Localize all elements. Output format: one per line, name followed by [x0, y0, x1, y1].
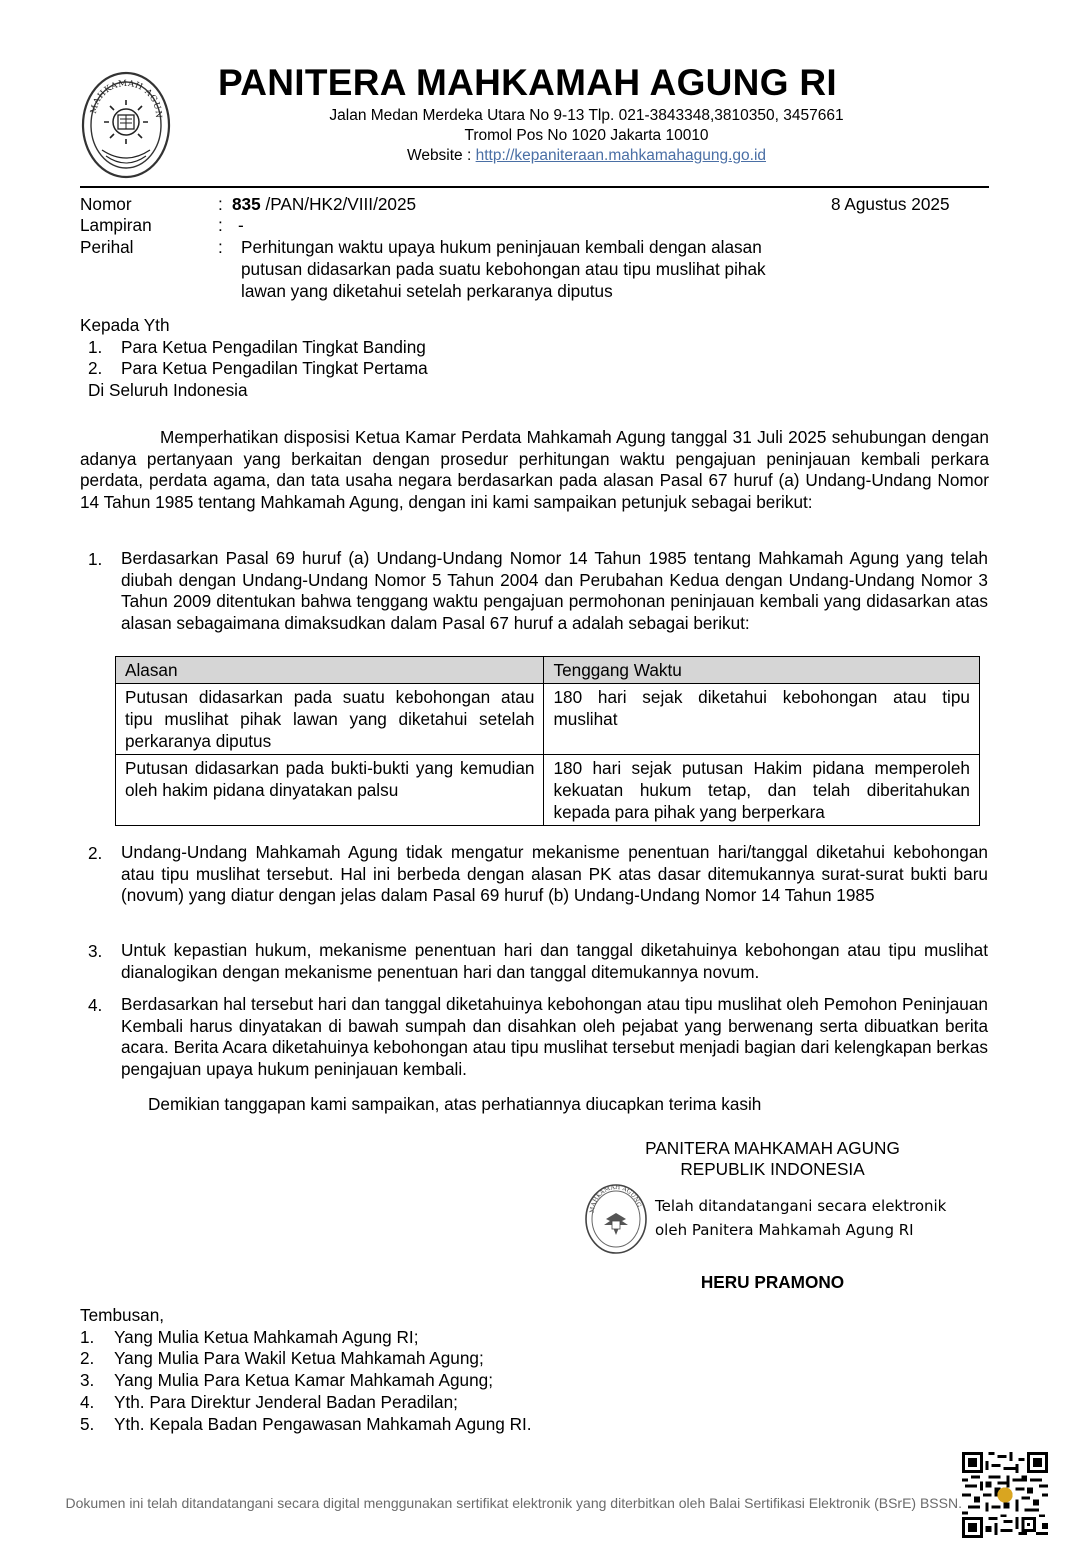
table-header-cell: Tenggang Waktu: [544, 657, 980, 684]
cc-label: Tembusan,: [80, 1305, 165, 1325]
header-divider: [80, 186, 989, 188]
letter-date: 8 Agustus 2025: [831, 194, 950, 214]
nomor-value: [232, 193, 416, 215]
intro-paragraph: Memperhatikan disposisi Ketua Kamar Perdata Mahkamah Agung tanggal 31 Juli 2025 sehubungan dengan adanya pertanyaan yang berkaitan dengan prosedur perhitungan waktu pengajuan peninjauan kembali perkara perdata, perdata agama, dan tata usaha negara berdasarkan pada alasan Pasal 67 huruf (a) Undang-Undang Nomor 14 Tahun 1985 tentang Mahkamah Agung, dengan ini kami sampaikan petunjuk sebagai berikut:: [80, 427, 989, 512]
perihal-line: lawan yang diketahui setelah perkaranya diputus: [241, 281, 613, 301]
table-cell: 180 hari sejak putusan Hakim pidana memperoleh kekuatan hukum tetap, dan telah diberitahukan kepada para pihak yang berperkara: [544, 755, 980, 826]
point-number: 1.: [88, 549, 103, 569]
cc-num: 5.: [80, 1414, 95, 1434]
address-line: Jalan Medan Merdeka Utara No 9-13 Tlp. 021-3843348,3810350, 3457661: [329, 107, 844, 124]
garuda-seal-icon: [584, 1183, 648, 1255]
addressee-item: Para Ketua Pengadilan Tingkat Pertama: [121, 358, 428, 378]
nomor-label: Nomor: [80, 194, 132, 214]
point-text: Berdasarkan Pasal 69 huruf (a) Undang-Undang Nomor 14 Tahun 1985 tentang Mahkamah Agung yang telah diubah dengan Undang-Undang Nomor 5 Tahun 2004 dan Perubahan Kedua dengan Undang-Undang Nomor 3 Tahun 2009 ditentukan bahwa tenggang waktu pengajuan permohonan peninjauan kembali yang didasarkan atas alasan sebagaimana dimaksudkan dalam Pasal 67 huruf a adalah sebagai berikut:: [121, 548, 988, 633]
point-number: 2.: [88, 843, 103, 863]
svg-text:MAHKAMAH AGUNG: MAHKAMAH AGUN: [88, 78, 164, 119]
perihal-line: putusan didasarkan pada suatu kebohongan atau tipu muslihat pihak: [241, 259, 766, 279]
perihal-line: Perhitungan waktu upaya hukum peninjauan kembali dengan alasan: [241, 237, 762, 257]
svg-text:MAHKAMAH AGUNG: [589, 1184, 642, 1213]
addressee-num: 1.: [88, 337, 103, 357]
digital-signature-note: Dokumen ini telah ditandatangani secara digital menggunakan sertifikat elektronik yang diterbitkan oleh Balai Sertifikasi Elektronik (BSrE) BSSN.: [65, 1495, 962, 1511]
point-text: Undang-Undang Mahkamah Agung tidak mengatur mekanisme penentuan hari/tanggal diketahui kebohongan atau tipu muslihat tersebut. Hal ini berbeda dengan alasan PK atas dasar ditemukannya surat-surat bukti baru (novum) yang diatur dengan jelas dalam Pasal 69 huruf (b) Undang-Undang Nomor 14 Tahun 1985: [121, 842, 988, 905]
seal-text: MAHKAMAH AGUNG: [588, 1183, 643, 1214]
signatory-title: PANITERA MAHKAMAH AGUNG: [645, 1138, 900, 1158]
qr-code-icon[interactable]: [962, 1452, 1048, 1538]
signatory-name: HERU PRAMONO: [700, 1272, 845, 1292]
addressee-item: Para Ketua Pengadilan Tingkat Banding: [121, 337, 426, 357]
website-link[interactable]: http://kepaniteraan.mahkamahagung.go.id: [475, 147, 767, 164]
perihal-label: Perihal: [80, 237, 134, 257]
mahkamah-agung-logo: [80, 70, 172, 180]
nomor-suffix: /PAN/HK2/VIII/2025: [260, 194, 417, 214]
lampiran-value: -: [238, 215, 244, 235]
postbox-line: Tromol Pos No 1020 Jakarta 10010: [464, 127, 709, 144]
esign-statement: oleh Panitera Mahkamah Agung RI: [655, 1221, 914, 1239]
closing-sentence: Demikian tanggapan kami sampaikan, atas perhatiannya diucapkan terima kasih: [148, 1094, 762, 1114]
table-row: [116, 755, 980, 826]
cc-num: 4.: [80, 1392, 95, 1412]
cc-num: 2.: [80, 1348, 95, 1368]
point-text: Untuk kepastian hukum, mekanisme penentuan hari dan tanggal diketahuinya kebohongan atau tipu muslihat dianalogikan dengan mekanisme penentuan hari dan tanggal ditemukannya novum.: [121, 940, 988, 982]
cc-item: Yang Mulia Para Wakil Ketua Mahkamah Agung;: [114, 1348, 484, 1368]
website-line: [274, 147, 899, 165]
table-header-cell: Alasan: [116, 657, 544, 684]
signatory-title: REPUBLIK INDONESIA: [680, 1159, 865, 1179]
cc-item: Yang Mulia Ketua Mahkamah Agung RI;: [114, 1327, 419, 1347]
point-text: Berdasarkan hal tersebut hari dan tanggal diketahuinya kebohongan atau tipu muslihat oleh Pemohon Peninjauan Kembali harus dinyatakan di bawah sumpah dan disahkan oleh pejabat yang berwenang serta dibuatkan berita acara. Berita Acara diketahuinya kebohongan atau tipu muslihat tersebut menjadi bagian dari kelengkapan berkas pengajuan upaya hukum peninjauan kembali.: [121, 994, 988, 1079]
point-number: 3.: [88, 941, 103, 961]
addressee-greeting: Kepada Yth: [80, 315, 170, 335]
nomor-colon: :: [218, 194, 223, 214]
institution-title: PANITERA MAHKAMAH AGUNG RI: [218, 62, 837, 103]
addressee-region: Di Seluruh Indonesia: [88, 380, 248, 400]
perihal-colon: :: [218, 237, 223, 257]
cc-item: Yth. Para Direktur Jenderal Badan Peradilan;: [114, 1392, 458, 1412]
cc-item: Yth. Kepala Badan Pengawasan Mahkamah Agung RI.: [114, 1414, 532, 1434]
nomor-number: 835: [232, 194, 261, 214]
table-cell: 180 hari sejak diketahui kebohongan atau tipu muslihat: [544, 684, 980, 755]
cc-item: Yang Mulia Para Ketua Kamar Mahkamah Agung;: [114, 1370, 493, 1390]
cc-num: 3.: [80, 1370, 95, 1390]
point-number: 4.: [88, 995, 103, 1015]
addressee-num: 2.: [88, 358, 103, 378]
cc-num: 1.: [80, 1327, 95, 1347]
website-label: Website :: [406, 147, 476, 164]
table-header-row: [116, 657, 980, 684]
lampiran-label: Lampiran: [80, 215, 152, 235]
table-row: [116, 684, 980, 755]
lampiran-colon: :: [218, 215, 223, 235]
deadline-table: [115, 656, 980, 826]
table-cell: Putusan didasarkan pada suatu kebohongan atau tipu muslihat pihak lawan yang diketahui setelah perkaranya diputus: [116, 684, 544, 755]
table-cell: Putusan didasarkan pada bukti-bukti yang kemudian oleh hakim pidana dinyatakan palsu: [116, 755, 544, 826]
esign-statement: Telah ditandatangani secara elektronik: [655, 1197, 947, 1215]
